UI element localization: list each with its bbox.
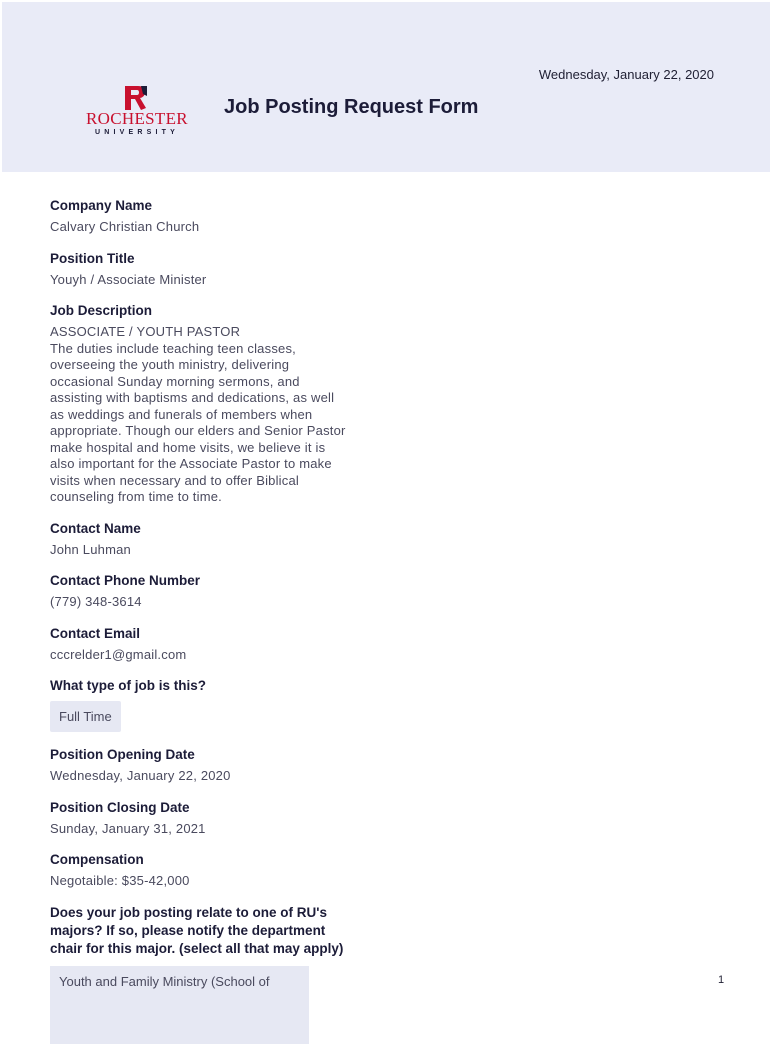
- compensation-label: Compensation: [50, 852, 144, 867]
- job-description-label: Job Description: [50, 303, 153, 318]
- job-description-line: overseeing the youth ministry, delivering: [50, 357, 290, 372]
- job-description-line: appropriate. Though our elders and Senior Pastor: [50, 423, 346, 438]
- majors-label: [50, 904, 380, 958]
- majors-label-line: chair for this major. (select all that may apply): [50, 940, 344, 956]
- contact-phone-value: (779) 348-3614: [50, 594, 142, 609]
- job-type-label: What type of job is this?: [50, 678, 206, 693]
- company-name-value: Calvary Christian Church: [50, 219, 200, 234]
- job-description-line: counseling from time to time.: [50, 489, 222, 504]
- page-number: 1: [718, 974, 725, 986]
- position-title-value: Youyh / Associate Minister: [50, 271, 207, 287]
- job-description-line: The duties include teaching teen classes,: [50, 340, 296, 356]
- majors-selection-box: Youth and Family Ministry (School of: [50, 966, 309, 1044]
- job-description-line: occasional Sunday morning sermons, and: [50, 373, 300, 389]
- contact-name-value: John Luhman: [50, 541, 131, 557]
- closing-date-value: Sunday, January 31, 2021: [50, 820, 206, 836]
- opening-date-label: Position Opening Date: [50, 747, 195, 762]
- logo-wordmark: ROCHESTER: [86, 109, 188, 128]
- job-description-line: visits when necessary and to offer Biblical: [50, 472, 299, 488]
- page-title: Job Posting Request Form: [224, 96, 479, 118]
- job-description-line: as weddings and funerals of members when: [50, 406, 313, 422]
- majors-label-line: majors? If so, please notify the department: [50, 922, 326, 938]
- contact-email-value: cccrelder1@gmail.com: [50, 646, 187, 662]
- company-name-label: Company Name: [50, 198, 153, 213]
- compensation-value: Negotaible: $35-42,000: [50, 873, 190, 888]
- contact-name-label: Contact Name: [50, 520, 141, 536]
- position-title-label: Position Title: [50, 250, 135, 266]
- job-description-line: also important for the Associate Pastor to make: [50, 456, 332, 471]
- contact-email-label: Contact Email: [50, 625, 141, 641]
- job-description-line: ASSOCIATE / YOUTH PASTOR: [50, 324, 241, 339]
- logo-shield-icon: [125, 86, 147, 110]
- job-description-line: make hospital and home visits, we believe it is: [50, 439, 326, 455]
- job-description-line: assisting with baptisms and dedications, as well: [50, 390, 335, 405]
- opening-date-value: Wednesday, January 22, 2020: [50, 768, 231, 783]
- closing-date-label: Position Closing Date: [50, 799, 190, 815]
- job-type-chip: Full Time: [50, 701, 121, 732]
- logo-subtitle: UNIVERSITY: [94, 129, 179, 136]
- majors-label-line: Does your job posting relate to one of RU's: [50, 904, 327, 920]
- contact-phone-label: Contact Phone Number: [50, 573, 201, 588]
- rochester-university-logo: [78, 86, 196, 140]
- form-header: [2, 2, 770, 172]
- header-date: Wednesday, January 22, 2020: [538, 67, 714, 82]
- job-description-value: [50, 324, 380, 506]
- form-content: [50, 197, 380, 1044]
